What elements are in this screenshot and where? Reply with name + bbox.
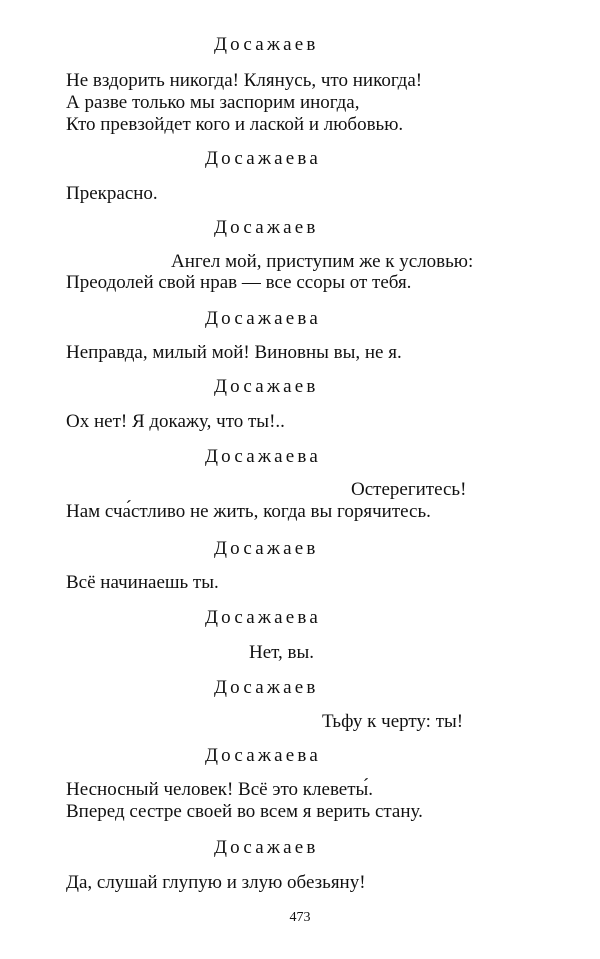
speaker-name: Досажаев (214, 538, 319, 559)
speaker-name: Досажаев (214, 34, 319, 55)
speaker-name: Досажаев (214, 376, 319, 397)
verse-line: Преодолей свой нрав — все ссоры от тебя. (66, 272, 412, 293)
verse-line: Вперед сестре своей во всем я верить стану. (66, 801, 423, 822)
speaker-name: Досажаева (205, 745, 321, 766)
speaker-name: Досажаева (205, 446, 321, 467)
speaker-name: Досажаева (205, 148, 321, 169)
verse-line: Всё начинаешь ты. (66, 572, 219, 593)
speaker-name: Досажаева (205, 607, 321, 628)
verse-line: Несносный человек! Всё это клеветы́. (66, 779, 374, 800)
verse-line: Неправда, милый мой! Виновны вы, не я. (66, 342, 402, 363)
verse-line: Ангел мой, приступим же к условью: (171, 251, 474, 272)
page-number: 473 (289, 910, 311, 925)
verse-line: Да, слушай глупую и злую обезьяну! (66, 872, 366, 893)
verse-line: Ох нет! Я докажу, что ты!.. (66, 411, 285, 432)
verse-line: Остерегитесь! (351, 479, 467, 500)
verse-line: Нам сча́стливо не жить, когда вы горячитесь. (66, 501, 431, 522)
verse-line: Кто превзойдет кого и лаской и любовью. (66, 114, 404, 135)
verse-line: Не вздорить никогда! Клянусь, что никогда! (66, 70, 423, 91)
verse-line: Нет, вы. (249, 642, 315, 663)
speaker-name: Досажаев (214, 217, 319, 238)
verse-line: Тьфу к черту: ты! (322, 711, 464, 732)
verse-line: А разве только мы заспорим иногда, (66, 92, 360, 113)
speaker-name: Досажаев (214, 837, 319, 858)
verse-line: Прекрасно. (66, 183, 158, 204)
speaker-name: Досажаев (214, 677, 319, 698)
speaker-name: Досажаева (205, 308, 321, 329)
